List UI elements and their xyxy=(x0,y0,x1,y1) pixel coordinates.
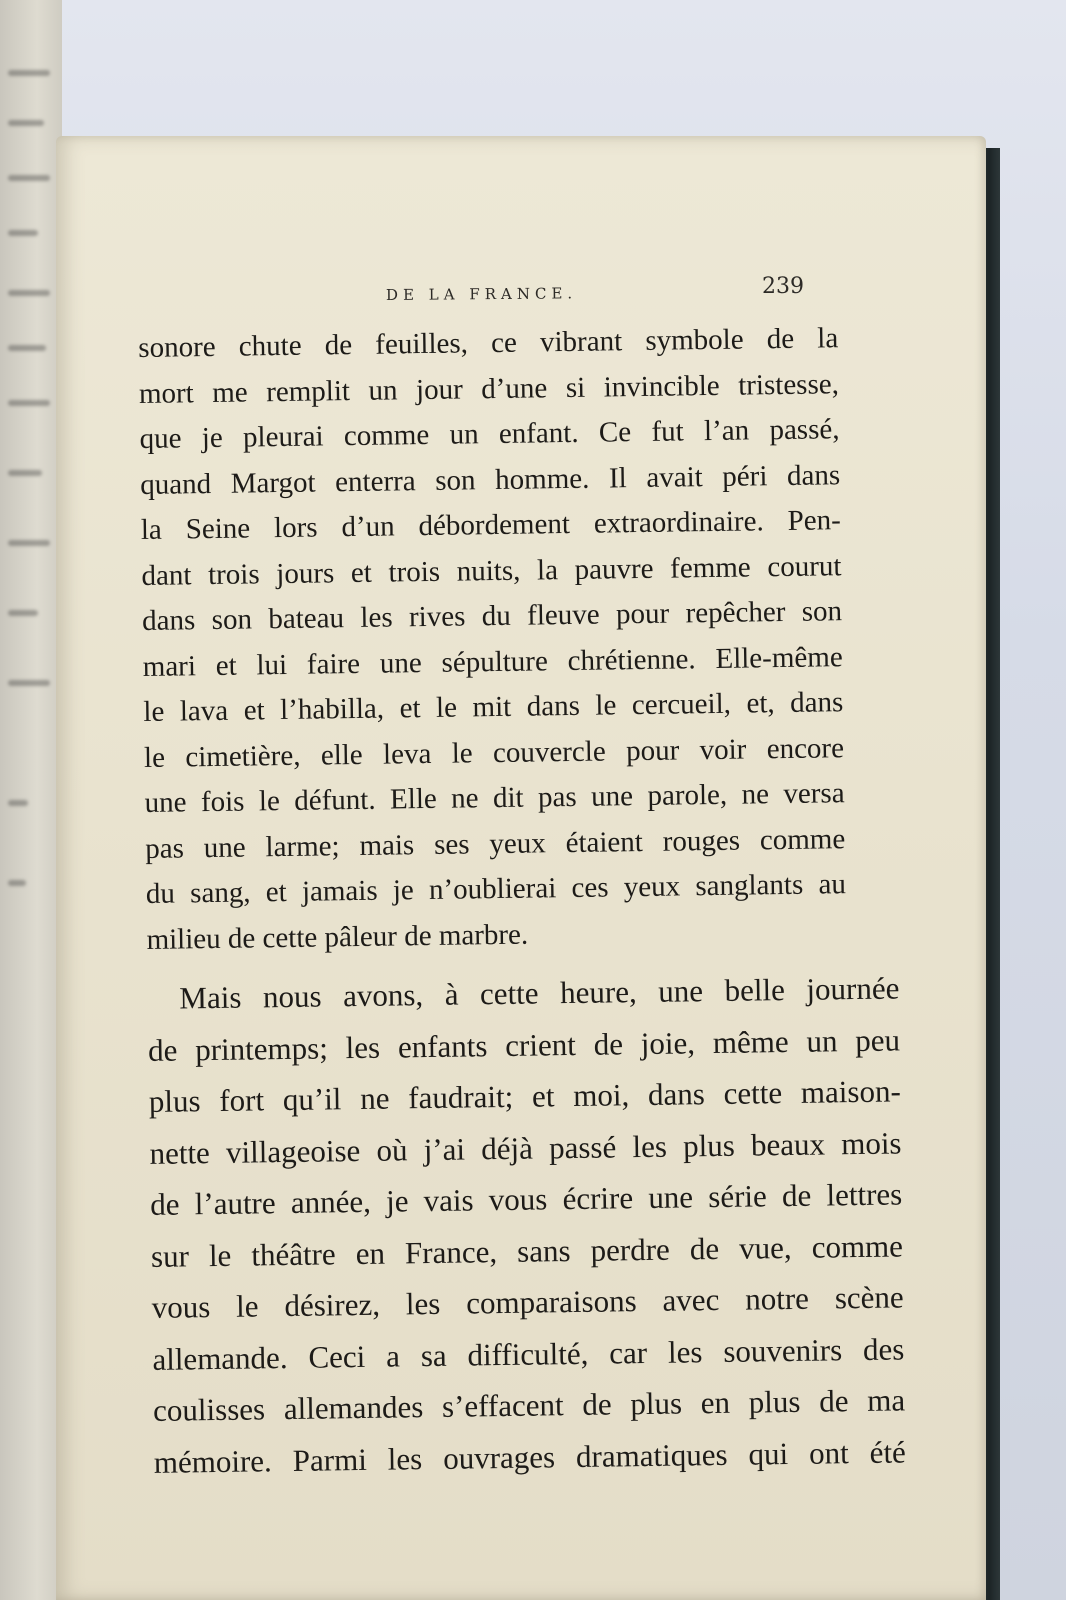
text-line: mort me remplit un jour d’une si invincible tristesse, xyxy=(138,367,840,410)
text-line: quand Margot enterra son homme. Il avait péri dans xyxy=(139,458,841,501)
running-head: DE LA FRANCE. xyxy=(385,284,578,304)
facing-page-ghost-text xyxy=(8,540,50,546)
body-text xyxy=(138,315,944,1488)
page-number: 239 xyxy=(762,274,804,299)
text-line: nette villageoise où j’ai déjà passé les plus beaux mois xyxy=(149,1124,902,1171)
text-line: du sang, et jamais je n’oublierai ces yeux sanglants au xyxy=(145,868,847,910)
text-line: que je pleurai comme un enfant. Ce fut l’an passé, xyxy=(139,413,840,455)
text-line: coulisses allemandes s’effacent de plus en plus de ma xyxy=(152,1382,906,1428)
book-page xyxy=(56,136,986,1600)
text-line: la Seine lors d’un débordement extraordinaire. Pen- xyxy=(140,504,842,546)
text-line: sur le théâtre en France, sans perdre de vue, comme xyxy=(150,1227,904,1274)
text-line: dans son bateau les rives du fleuve pour repêcher son xyxy=(141,595,843,637)
facing-page-ghost-text xyxy=(8,470,42,476)
text-line: le cimetière, elle leva le couvercle pour voir encore xyxy=(143,731,845,774)
text-line: sonore chute de feuilles, ce vibrant symbole de la xyxy=(138,322,839,364)
facing-page-ghost-text xyxy=(8,120,44,126)
text-line: de l’autre année, je vais vous écrire une série de lettres xyxy=(150,1176,903,1222)
text-line: vous le désirez, les comparaisons avec notre scène xyxy=(151,1279,904,1325)
facing-page-ghost-text xyxy=(8,345,46,351)
text-line: dant trois jours et trois nuits, la pauvre femme courut xyxy=(141,549,842,592)
facing-page-ghost-text xyxy=(8,70,50,76)
text-line: de printemps; les enfants crient de joie, même un peu xyxy=(147,1021,901,1068)
facing-page-ghost-text xyxy=(8,290,50,296)
text-line: une fois le défunt. Elle ne dit pas une parole, ne versa xyxy=(144,777,845,819)
text-line: pas une larme; mais ses yeux étaient rouges comme xyxy=(145,822,846,865)
text-line: Mais nous avons, à cette heure, une belle journée xyxy=(179,970,900,1016)
facing-page xyxy=(0,0,62,1600)
facing-page-ghost-text xyxy=(8,230,38,236)
paragraph-1 xyxy=(138,315,937,963)
facing-page-ghost-text xyxy=(8,880,26,886)
paragraph-2 xyxy=(147,962,944,1488)
text-line: plus fort qu’il ne faudrait; et moi, dans cette maison- xyxy=(148,1073,901,1119)
facing-page-ghost-text xyxy=(8,175,50,181)
facing-page-ghost-text xyxy=(8,610,38,616)
facing-page-ghost-text xyxy=(8,680,50,686)
facing-page-ghost-text xyxy=(8,400,50,406)
text-line: le lava et l’habilla, et le mit dans le cercueil, et, dans xyxy=(143,686,844,728)
text-line: mari et lui faire une sépulture chrétienne. Elle-même xyxy=(142,640,843,683)
facing-page-ghost-text xyxy=(8,800,28,806)
text-line: allemande. Ceci a sa difficulté, car les souvenirs des xyxy=(152,1330,905,1377)
text-line: milieu de cette pâleur de marbre. xyxy=(146,918,529,956)
text-line: mémoire. Parmi les ouvrages dramatiques qui ont été xyxy=(153,1433,907,1480)
